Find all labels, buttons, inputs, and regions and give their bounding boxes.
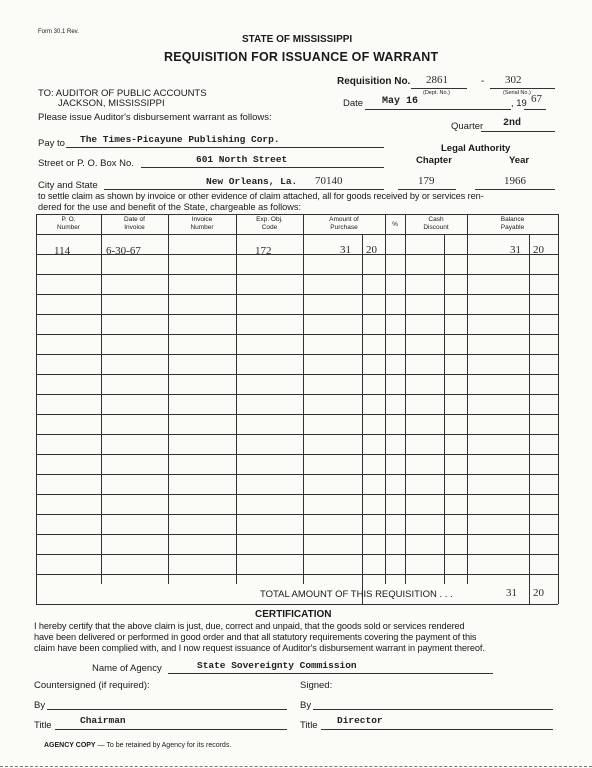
cents-divider	[444, 234, 445, 584]
title-value-right[interactable]: Director	[337, 715, 383, 726]
dept-no-line	[411, 88, 467, 89]
table-header-rule	[36, 234, 558, 235]
total-dollars[interactable]: 31	[506, 587, 517, 599]
table-row-rule	[36, 574, 558, 575]
row-po-value[interactable]: 114	[54, 245, 71, 257]
street-line	[141, 167, 384, 168]
total-cents[interactable]: 20	[533, 587, 544, 599]
addressee-line-1: TO: AUDITOR OF PUBLIC ACCOUNTS	[38, 88, 207, 99]
row-balance-cents[interactable]: 20	[533, 244, 544, 256]
street-value[interactable]: 601 North Street	[196, 154, 288, 165]
table-row-rule	[36, 494, 558, 495]
col-divider	[385, 214, 386, 584]
chapter-label: Chapter	[416, 155, 452, 166]
table-row-rule	[36, 454, 558, 455]
by-line-left[interactable]	[47, 709, 287, 710]
col-divider	[405, 214, 406, 584]
row-exp-code-value[interactable]: 172	[255, 245, 272, 257]
chapter-line	[398, 189, 456, 190]
form-title: REQUISITION FOR ISSUANCE OF WARRANT	[164, 50, 439, 64]
pay-to-line	[66, 147, 384, 148]
col-divider	[236, 214, 237, 584]
legal-authority-heading: Legal Authority	[441, 143, 511, 154]
col-divider	[101, 214, 102, 584]
requisition-dash: -	[481, 76, 485, 87]
agency-label: Name of Agency	[92, 663, 162, 674]
header-exp-code: Exp. Obj. Code	[256, 216, 283, 231]
table-right-border	[558, 214, 559, 604]
header-invoice: Invoice Number	[190, 216, 214, 231]
certification-line-1: I hereby certify that the above claim is just, due, correct and unpaid, that the goods sold or services rendered	[34, 621, 465, 631]
form-number: Form 30.1 Rev.	[38, 29, 79, 35]
table-top-rule	[36, 214, 558, 215]
table-row-rule	[36, 514, 558, 515]
claim-text-line-2: dered for the use and benefit of the State, chargeable as follows:	[38, 202, 302, 212]
agency-copy-label: AGENCY COPY	[44, 742, 96, 749]
addressee-line-3: Please issue Auditor's disbursement warrant as follows:	[38, 112, 272, 123]
street-label: Street or P. O. Box No.	[38, 158, 134, 169]
header-balance: Balance Payable	[500, 216, 525, 231]
table-row-rule	[36, 554, 558, 555]
certification-heading: CERTIFICATION	[255, 609, 332, 620]
page-edge	[0, 766, 592, 767]
col-divider	[303, 214, 304, 584]
serial-no-caption: (Serial No.)	[503, 90, 531, 96]
agency-line	[168, 673, 493, 674]
serial-no-line	[490, 88, 555, 89]
col-divider	[168, 214, 169, 584]
table-row-rule	[36, 274, 558, 275]
year-line	[524, 109, 546, 110]
table-left-border	[36, 214, 37, 604]
table-row-rule	[36, 414, 558, 415]
title-label-right: Title	[300, 720, 318, 731]
row-date-value[interactable]: 6-30-67	[106, 245, 141, 257]
table-bottom-rule	[36, 604, 558, 605]
claim-text-line-1: to settle claim as shown by invoice or other evidence of claim attached, all for goods received by or services ren-	[38, 191, 484, 201]
table-row-rule	[36, 374, 558, 375]
dept-no-value[interactable]: 2861	[426, 74, 448, 86]
date-value[interactable]: May 16	[382, 96, 419, 107]
state-heading: STATE OF MISSISSIPPI	[242, 34, 353, 45]
title-line-left	[55, 729, 287, 730]
signed-label: Signed:	[300, 680, 333, 691]
quarter-line	[481, 131, 555, 132]
col-divider	[467, 214, 468, 584]
cents-divider	[529, 234, 530, 604]
row-amount-cents[interactable]: 20	[366, 244, 377, 256]
certification-line-2: have been delivered or performed in good order and that all statutory requirements covering the payment of this	[34, 632, 477, 642]
legal-year-line	[475, 189, 555, 190]
dept-no-caption: (Dept. No.)	[423, 90, 450, 96]
title-label-left: Title	[34, 720, 52, 731]
quarter-value[interactable]: 2nd	[503, 118, 522, 129]
header-po: P. O. Number	[56, 216, 81, 231]
countersigned-label: Countersigned (if required):	[34, 680, 150, 691]
title-line-right	[321, 729, 553, 730]
agency-copy-text: — To be retained by Agency for its records.	[95, 742, 232, 749]
year-prefix: , 19	[511, 98, 527, 109]
date-label: Date	[343, 98, 364, 109]
pay-to-label: Pay to	[38, 138, 65, 149]
header-date: Date of Invoice	[124, 216, 145, 231]
by-label-left: By	[34, 700, 46, 711]
serial-no-value[interactable]: 302	[505, 74, 522, 86]
table-row-rule	[36, 334, 558, 335]
row-amount-dollars[interactable]: 31	[340, 244, 351, 256]
table-row-rule	[36, 434, 558, 435]
header-amount: Amount of Purchase	[329, 216, 359, 231]
city-line	[104, 189, 384, 190]
certification-line-3: claim have been complied with, and I now request issuance of Auditor's disbursement warrant in payment thereof.	[34, 643, 485, 653]
quarter-label: Quarter	[451, 121, 484, 132]
zip-value[interactable]: 70140	[315, 175, 343, 187]
chapter-value[interactable]: 179	[418, 175, 435, 187]
city-value[interactable]: New Orleans, La.	[206, 176, 298, 187]
table-row-rule	[36, 394, 558, 395]
date-line	[365, 109, 511, 110]
total-label: TOTAL AMOUNT OF THIS REQUISITION . . .	[260, 589, 453, 600]
pay-to-value[interactable]: The Times-Picayune Publishing Corp.	[80, 134, 280, 145]
agency-value[interactable]: State Sovereignty Commission	[197, 660, 357, 671]
by-label-right: By	[300, 700, 312, 711]
footer-note	[44, 742, 231, 749]
table-row-rule	[36, 294, 558, 295]
year-value[interactable]: 67	[531, 93, 542, 105]
header-discount: Cash Discount	[423, 216, 449, 231]
by-line-right[interactable]	[313, 709, 553, 710]
table-row-rule	[36, 534, 558, 535]
table-row-rule	[36, 354, 558, 355]
title-value-left[interactable]: Chairman	[80, 715, 126, 726]
legal-year-value[interactable]: 1966	[504, 175, 526, 187]
row-balance-dollars[interactable]: 31	[510, 244, 521, 256]
table-row-rule	[36, 314, 558, 315]
city-label: City and State	[38, 180, 98, 191]
header-percent: %	[392, 221, 398, 228]
addressee-line-2: JACKSON, MISSISSIPPI	[58, 98, 165, 109]
requisition-label: Requisition No.	[337, 76, 411, 87]
year-label: Year	[509, 155, 530, 166]
cents-divider	[362, 234, 363, 604]
table-row-rule	[36, 474, 558, 475]
